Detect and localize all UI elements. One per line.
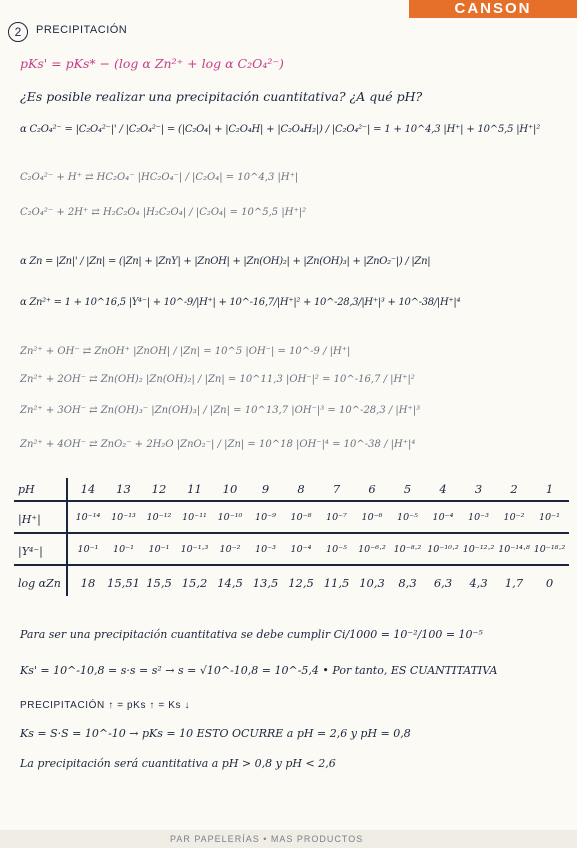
solubility-calculation: Ks' = 10^-10,8 = s·s = s² → s = √10^-10,8 = 10^-5,4 • Por tanto, ES CUANTITATIVA [20, 664, 498, 677]
y-concentration-cell: 10⁻¹ [77, 544, 99, 555]
zinc-equilibrium-1: Zn²⁺ + OH⁻ ⇄ ZnOH⁺ |ZnOH| / |Zn| = 10^5 |OH⁻| = 10^-9 / |H⁺| [20, 346, 351, 357]
h-concentration-cell: 10⁻¹⁰ [217, 512, 243, 523]
h-concentration-cell: 10⁻² [503, 512, 525, 523]
log-alpha-cell: 12,5 [288, 576, 314, 590]
y-concentration-cell: 10⁻² [219, 544, 241, 555]
log-alpha-cell: 1,7 [504, 576, 524, 590]
alpha-oxalate-equation: α C₂O₄²⁻ = |C₂O₄²⁻|' / |C₂O₄²⁻| = (|C₂O₄| + |C₂O₄H| + |C₂O₄H₂|) / |C₂O₄²⁻| = 1 + 10^4,3 |H⁺| + 10^5,5 |H⁺|² [20, 124, 541, 135]
table-divider-1 [14, 500, 569, 502]
log-alpha-cell: 15,2 [181, 576, 208, 590]
ph-cell: 4 [439, 482, 447, 496]
y-concentration-cell: 10⁻¹ [148, 544, 170, 555]
h-concentration-cell: 10⁻⁹ [255, 512, 276, 523]
oxalate-equilibrium-1: C₂O₄²⁻ + H⁺ ⇄ HC₂O₄⁻ |HC₂O₄⁻| / |C₂O₄| = 10^4,3 |H⁺| [20, 172, 299, 183]
ph-cell: 3 [474, 482, 483, 496]
h-concentration-cell: 10⁻¹² [146, 512, 172, 523]
log-alpha-cell: 11,5 [323, 576, 350, 590]
ph-cell: 10 [222, 482, 238, 496]
alpha-zinc-equation: α Zn = |Zn|' / |Zn| = (|Zn| + |ZnY| + |ZnOH| + |Zn(OH)₂| + |Zn(OH)₃| + |ZnO₂⁻|) / |Zn| [20, 256, 431, 267]
y-concentration-cell: 10⁻¹²·² [462, 544, 495, 555]
ks-calculation: Ks = S·S = 10^-10 → pKs = 10 ESTO OCURRE a pH = 2,6 y pH = 0,8 [20, 727, 411, 740]
exercise-number: 2 [8, 22, 28, 42]
quantitative-condition: Para ser una precipitación cuantitativa se debe cumplir Ci/1000 = 10⁻²/100 = 10⁻⁵ [20, 628, 483, 641]
ph-cell: 8 [297, 482, 305, 496]
row-label-h: |H⁺| [18, 513, 41, 526]
conclusion-text: La precipitación será cuantitativa a pH > 0,8 y pH < 2,6 [20, 757, 336, 770]
zinc-equilibrium-3: Zn²⁺ + 3OH⁻ ⇄ Zn(OH)₃⁻ |Zn(OH)₃| / |Zn| = 10^13,7 |OH⁻|³ = 10^-28,3 / |H⁺|³ [20, 405, 421, 416]
log-alpha-cell: 14,5 [217, 576, 243, 590]
y-concentration-cell: 10⁻⁶·² [358, 544, 386, 555]
page-title: PRECIPITACIÓN [36, 24, 128, 36]
ph-cell: 13 [116, 482, 131, 496]
h-concentration-cell: 10⁻¹³ [111, 512, 136, 523]
y-concentration-cell: 10⁻¹⁰·² [427, 544, 459, 555]
brand-logo: CANSON [409, 0, 577, 18]
y-concentration-cell: 10⁻⁸·² [393, 544, 422, 555]
log-alpha-cell: 0 [545, 576, 554, 590]
h-concentration-cell: 10⁻⁴ [432, 512, 454, 523]
log-alpha-cell: 13,5 [252, 576, 279, 590]
y-concentration-cell: 10⁻³ [255, 544, 276, 555]
precipitation-rule: PRECIPITACIÓN ↑ = pKs ↑ = Ks ↓ [20, 700, 191, 711]
y-concentration-cell: 10⁻¹·³ [180, 544, 209, 555]
ph-cell: 11 [187, 482, 202, 496]
row-label-y: |Y⁴⁻| [18, 545, 43, 558]
zinc-equilibrium-4: Zn²⁺ + 4OH⁻ ⇄ ZnO₂⁻ + 2H₂O |ZnO₂⁻| / |Zn| = 10^18 |OH⁻|⁴ = 10^-38 / |H⁺|⁴ [20, 439, 416, 450]
table-divider-2 [14, 532, 569, 534]
ph-cell: 6 [368, 482, 376, 496]
h-concentration-cell: 10⁻¹ [539, 512, 560, 523]
oxalate-equilibrium-2: C₂O₄²⁻ + 2H⁺ ⇄ H₂C₂O₄ |H₂C₂O₄| / |C₂O₄| = 10^5,5 |H⁺|² [20, 207, 307, 218]
ph-cell: 12 [151, 482, 167, 496]
y-concentration-cell: 10⁻⁵ [326, 544, 347, 555]
ph-table [14, 478, 569, 596]
h-concentration-cell: 10⁻³ [468, 512, 489, 523]
ph-cell: 5 [403, 482, 412, 496]
table-divider-3 [14, 564, 569, 566]
ph-cell: 1 [545, 482, 554, 496]
log-alpha-cell: 4,3 [469, 576, 488, 590]
y-concentration-cell: 10⁻¹⁴·⁸ [498, 544, 530, 555]
h-concentration-cell: 10⁻⁶ [361, 512, 383, 523]
ph-cell: 14 [80, 482, 96, 496]
pks-equation: pKs' = pKs* − (log α Zn²⁺ + log α C₂O₄²⁻) [20, 56, 284, 71]
row-label-ph: pH [18, 483, 35, 496]
row-label-log-alpha: log αZn [18, 577, 61, 590]
ph-cell: 2 [510, 482, 518, 496]
h-concentration-cell: 10⁻⁵ [397, 512, 418, 523]
h-concentration-cell: 10⁻¹¹ [182, 512, 207, 523]
ph-cell: 7 [332, 482, 341, 496]
log-alpha-cell: 15,5 [146, 576, 172, 590]
h-concentration-cell: 10⁻¹⁴ [75, 512, 101, 523]
y-concentration-cell: 10⁻¹⁸·² [533, 544, 566, 555]
h-concentration-cell: 10⁻⁸ [290, 512, 312, 523]
log-alpha-cell: 18 [80, 576, 96, 590]
next-page-edge: PAR PAPELERÍAS • MAS PRODUCTOS [0, 830, 577, 848]
zinc-equilibrium-2: Zn²⁺ + 2OH⁻ ⇄ Zn(OH)₂ |Zn(OH)₂| / |Zn| = 10^11,3 |OH⁻|² = 10^-16,7 / |H⁺|² [20, 374, 415, 385]
ph-cell: 9 [261, 482, 270, 496]
h-concentration-cell: 10⁻⁷ [326, 512, 347, 523]
y-concentration-cell: 10⁻⁴ [290, 544, 312, 555]
question-text: ¿Es posible realizar una precipitación cuantitativa? ¿A qué pH? [20, 89, 423, 104]
log-alpha-cell: 6,3 [433, 576, 453, 590]
y-concentration-cell: 10⁻¹ [113, 544, 134, 555]
log-alpha-cell: 15,51 [107, 576, 140, 590]
alpha-zinc-expanded: α Zn²⁺ = 1 + 10^16,5 |Y⁴⁻| + 10^-9/|H⁺| + 10^-16,7/|H⁺|² + 10^-28,3/|H⁺|³ + 10^-38/|H⁺|⁴ [20, 297, 461, 308]
log-alpha-cell: 8,3 [398, 576, 417, 590]
log-alpha-cell: 10,3 [359, 576, 385, 590]
